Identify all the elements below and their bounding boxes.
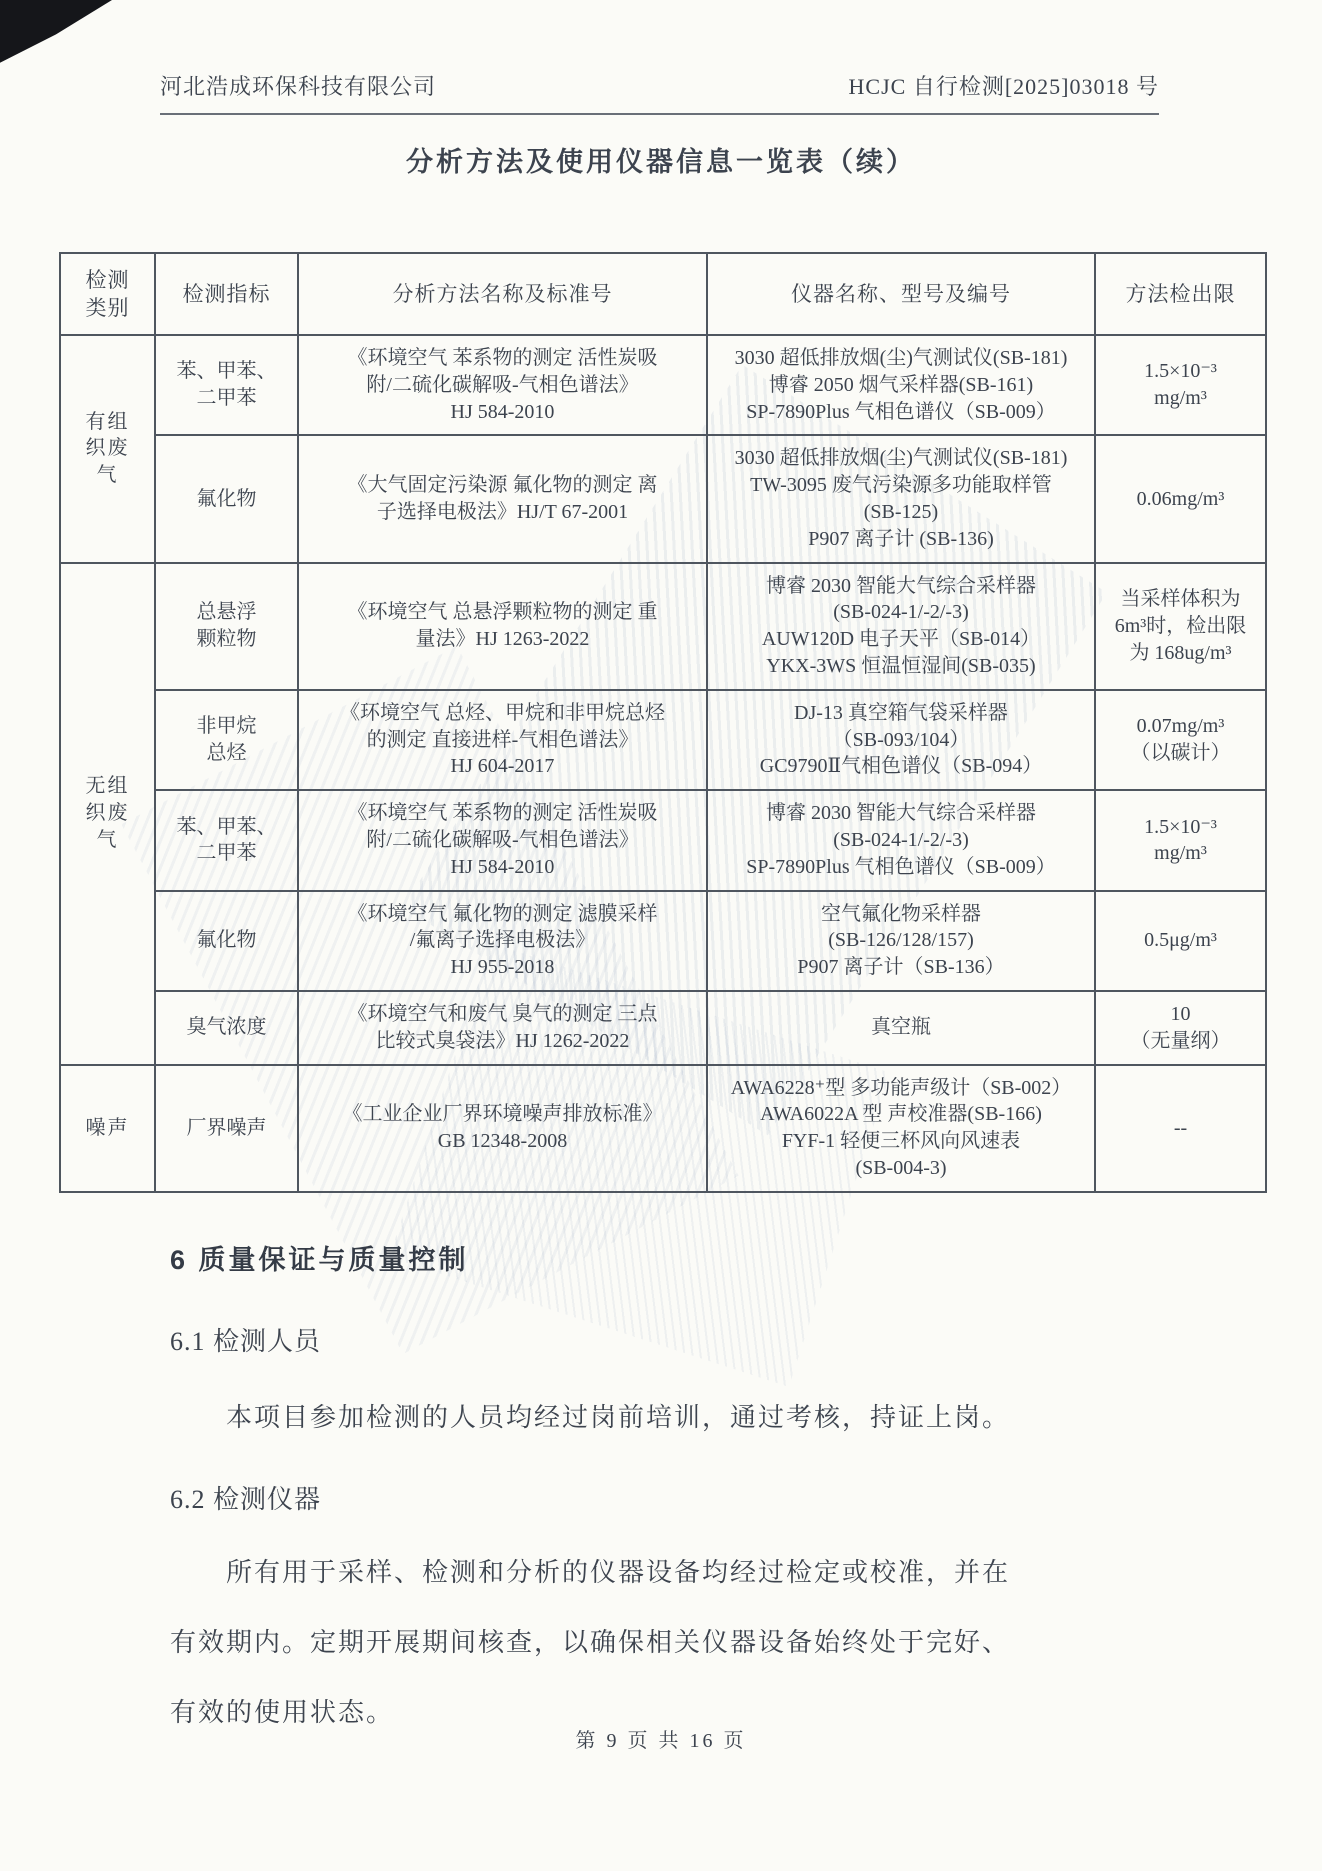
company-name: 河北浩成环保科技有限公司 — [160, 74, 437, 99]
indicator-cell: 苯、甲苯、 二甲苯 — [155, 335, 298, 435]
table-row — [60, 1065, 1266, 1192]
table-row — [60, 991, 1266, 1065]
section-heading: 6 质量保证与质量控制 — [170, 1245, 469, 1275]
instruments-cell: AWA6228⁺型 多功能声级计（SB-002） AWA6022A 型 声校准器(SB-166) FYF-1 轻便三杯风向风速表 (SB-004-3) — [707, 1065, 1095, 1192]
method-cell: 《大气固定污染源 氟化物的测定 离 子选择电极法》HJ/T 67-2001 — [298, 435, 707, 562]
indicator-cell: 氟化物 — [155, 435, 298, 562]
method-cell: 《环境空气 苯系物的测定 活性炭吸 附/二硫化碳解吸-气相色谱法》 HJ 584-2010 — [298, 335, 707, 435]
category-cell-unorganized-waste-gas: 无组 织废 气 — [60, 563, 155, 1065]
limit-cell: 10 （无量纲） — [1095, 991, 1266, 1065]
method-cell: 《环境空气 总烃、甲烷和非甲烷总烃 的测定 直接进样-气相色谱法》 HJ 604-2017 — [298, 690, 707, 790]
limit-cell: 0.5μg/m³ — [1095, 891, 1266, 991]
indicator-cell: 非甲烷 总烃 — [155, 690, 298, 790]
scan-corner-artifact — [0, 0, 112, 66]
page-title: 分析方法及使用仪器信息一览表（续） — [406, 147, 916, 177]
table-row — [60, 563, 1266, 690]
method-cell: 《环境空气和废气 臭气的测定 三点 比较式臭袋法》HJ 1262-2022 — [298, 991, 707, 1065]
limit-cell: 0.07mg/m³ （以碳计） — [1095, 690, 1266, 790]
limit-cell: 0.06mg/m³ — [1095, 435, 1266, 562]
paragraph-personnel: 本项目参加检测的人员均经过岗前培训，通过考核，持证上岗。 — [170, 1403, 1011, 1432]
method-cell: 《环境空气 总悬浮颗粒物的测定 重 量法》HJ 1263-2022 — [298, 563, 707, 690]
instruments-cell: 博睿 2030 智能大气综合采样器 (SB-024-1/-2/-3) AUW120D 电子天平（SB-014） YKX-3WS 恒温恒湿间(SB-035) — [707, 563, 1095, 690]
table-header-row — [60, 253, 1266, 335]
column-header-indicator: 检测指标 — [155, 253, 298, 335]
instruments-cell: 3030 超低排放烟(尘)气测试仪(SB-181) TW-3095 废气污染源多功能取样管 (SB-125) P907 离子计 (SB-136) — [707, 435, 1095, 562]
instruments-cell: 真空瓶 — [707, 991, 1095, 1065]
indicator-cell: 臭气浓度 — [155, 991, 298, 1065]
method-cell: 《环境空气 氟化物的测定 滤膜采样 /氟离子选择电极法》 HJ 955-2018 — [298, 891, 707, 991]
category-cell-noise: 噪声 — [60, 1065, 155, 1192]
column-header-limit: 方法检出限 — [1095, 253, 1266, 335]
report-number: HCJC 自行检测[2025]03018 号 — [848, 74, 1159, 99]
document-header — [160, 70, 1159, 115]
column-header-method: 分析方法名称及标准号 — [298, 253, 707, 335]
indicator-cell: 总悬浮 颗粒物 — [155, 563, 298, 690]
quality-control-section — [170, 1238, 1164, 1748]
indicator-cell: 氟化物 — [155, 891, 298, 991]
subsection-personnel: 6.1 检测人员 — [170, 1327, 322, 1356]
methods-instruments-table — [59, 252, 1267, 1193]
table-row — [60, 891, 1266, 991]
table-row — [60, 335, 1266, 435]
column-header-category: 检测 类别 — [60, 253, 155, 335]
limit-cell: 1.5×10⁻³ mg/m³ — [1095, 790, 1266, 890]
paragraph-instruments: 所有用于采样、检测和分析的仪器设备均经过检定或校准，并在 有效期内。定期开展期间核查，以确保相关仪器设备始终处于完好、 有效的使用状态。 — [170, 1557, 1011, 1727]
instruments-cell: 博睿 2030 智能大气综合采样器 (SB-024-1/-2/-3) SP-7890Plus 气相色谱仪（SB-009） — [707, 790, 1095, 890]
limit-cell: -- — [1095, 1065, 1266, 1192]
instruments-cell: 3030 超低排放烟(尘)气测试仪(SB-181) 博睿 2050 烟气采样器(SB-161) SP-7890Plus 气相色谱仪（SB-009） — [707, 335, 1095, 435]
table-row — [60, 690, 1266, 790]
page-footer: 第 9 页 共 16 页 — [575, 1730, 747, 1752]
limit-cell: 1.5×10⁻³ mg/m³ — [1095, 335, 1266, 435]
method-cell: 《工业企业厂界环境噪声排放标准》 GB 12348-2008 — [298, 1065, 707, 1192]
table-row — [60, 435, 1266, 562]
method-cell: 《环境空气 苯系物的测定 活性炭吸 附/二硫化碳解吸-气相色谱法》 HJ 584-2010 — [298, 790, 707, 890]
column-header-instrument: 仪器名称、型号及编号 — [707, 253, 1095, 335]
indicator-cell: 苯、甲苯、 二甲苯 — [155, 790, 298, 890]
instruments-cell: DJ-13 真空箱气袋采样器 （SB-093/104） GC9790Ⅱ气相色谱仪（SB-094） — [707, 690, 1095, 790]
indicator-cell: 厂界噪声 — [155, 1065, 298, 1192]
subsection-instruments: 6.2 检测仪器 — [170, 1484, 322, 1514]
category-cell-organized-waste-gas: 有组 织废 气 — [60, 335, 155, 563]
table-row — [60, 790, 1266, 890]
instruments-cell: 空气氟化物采样器 (SB-126/128/157) P907 离子计（SB-136） — [707, 891, 1095, 991]
limit-cell: 当采样体积为 6m³时，检出限 为 168ug/m³ — [1095, 563, 1266, 690]
